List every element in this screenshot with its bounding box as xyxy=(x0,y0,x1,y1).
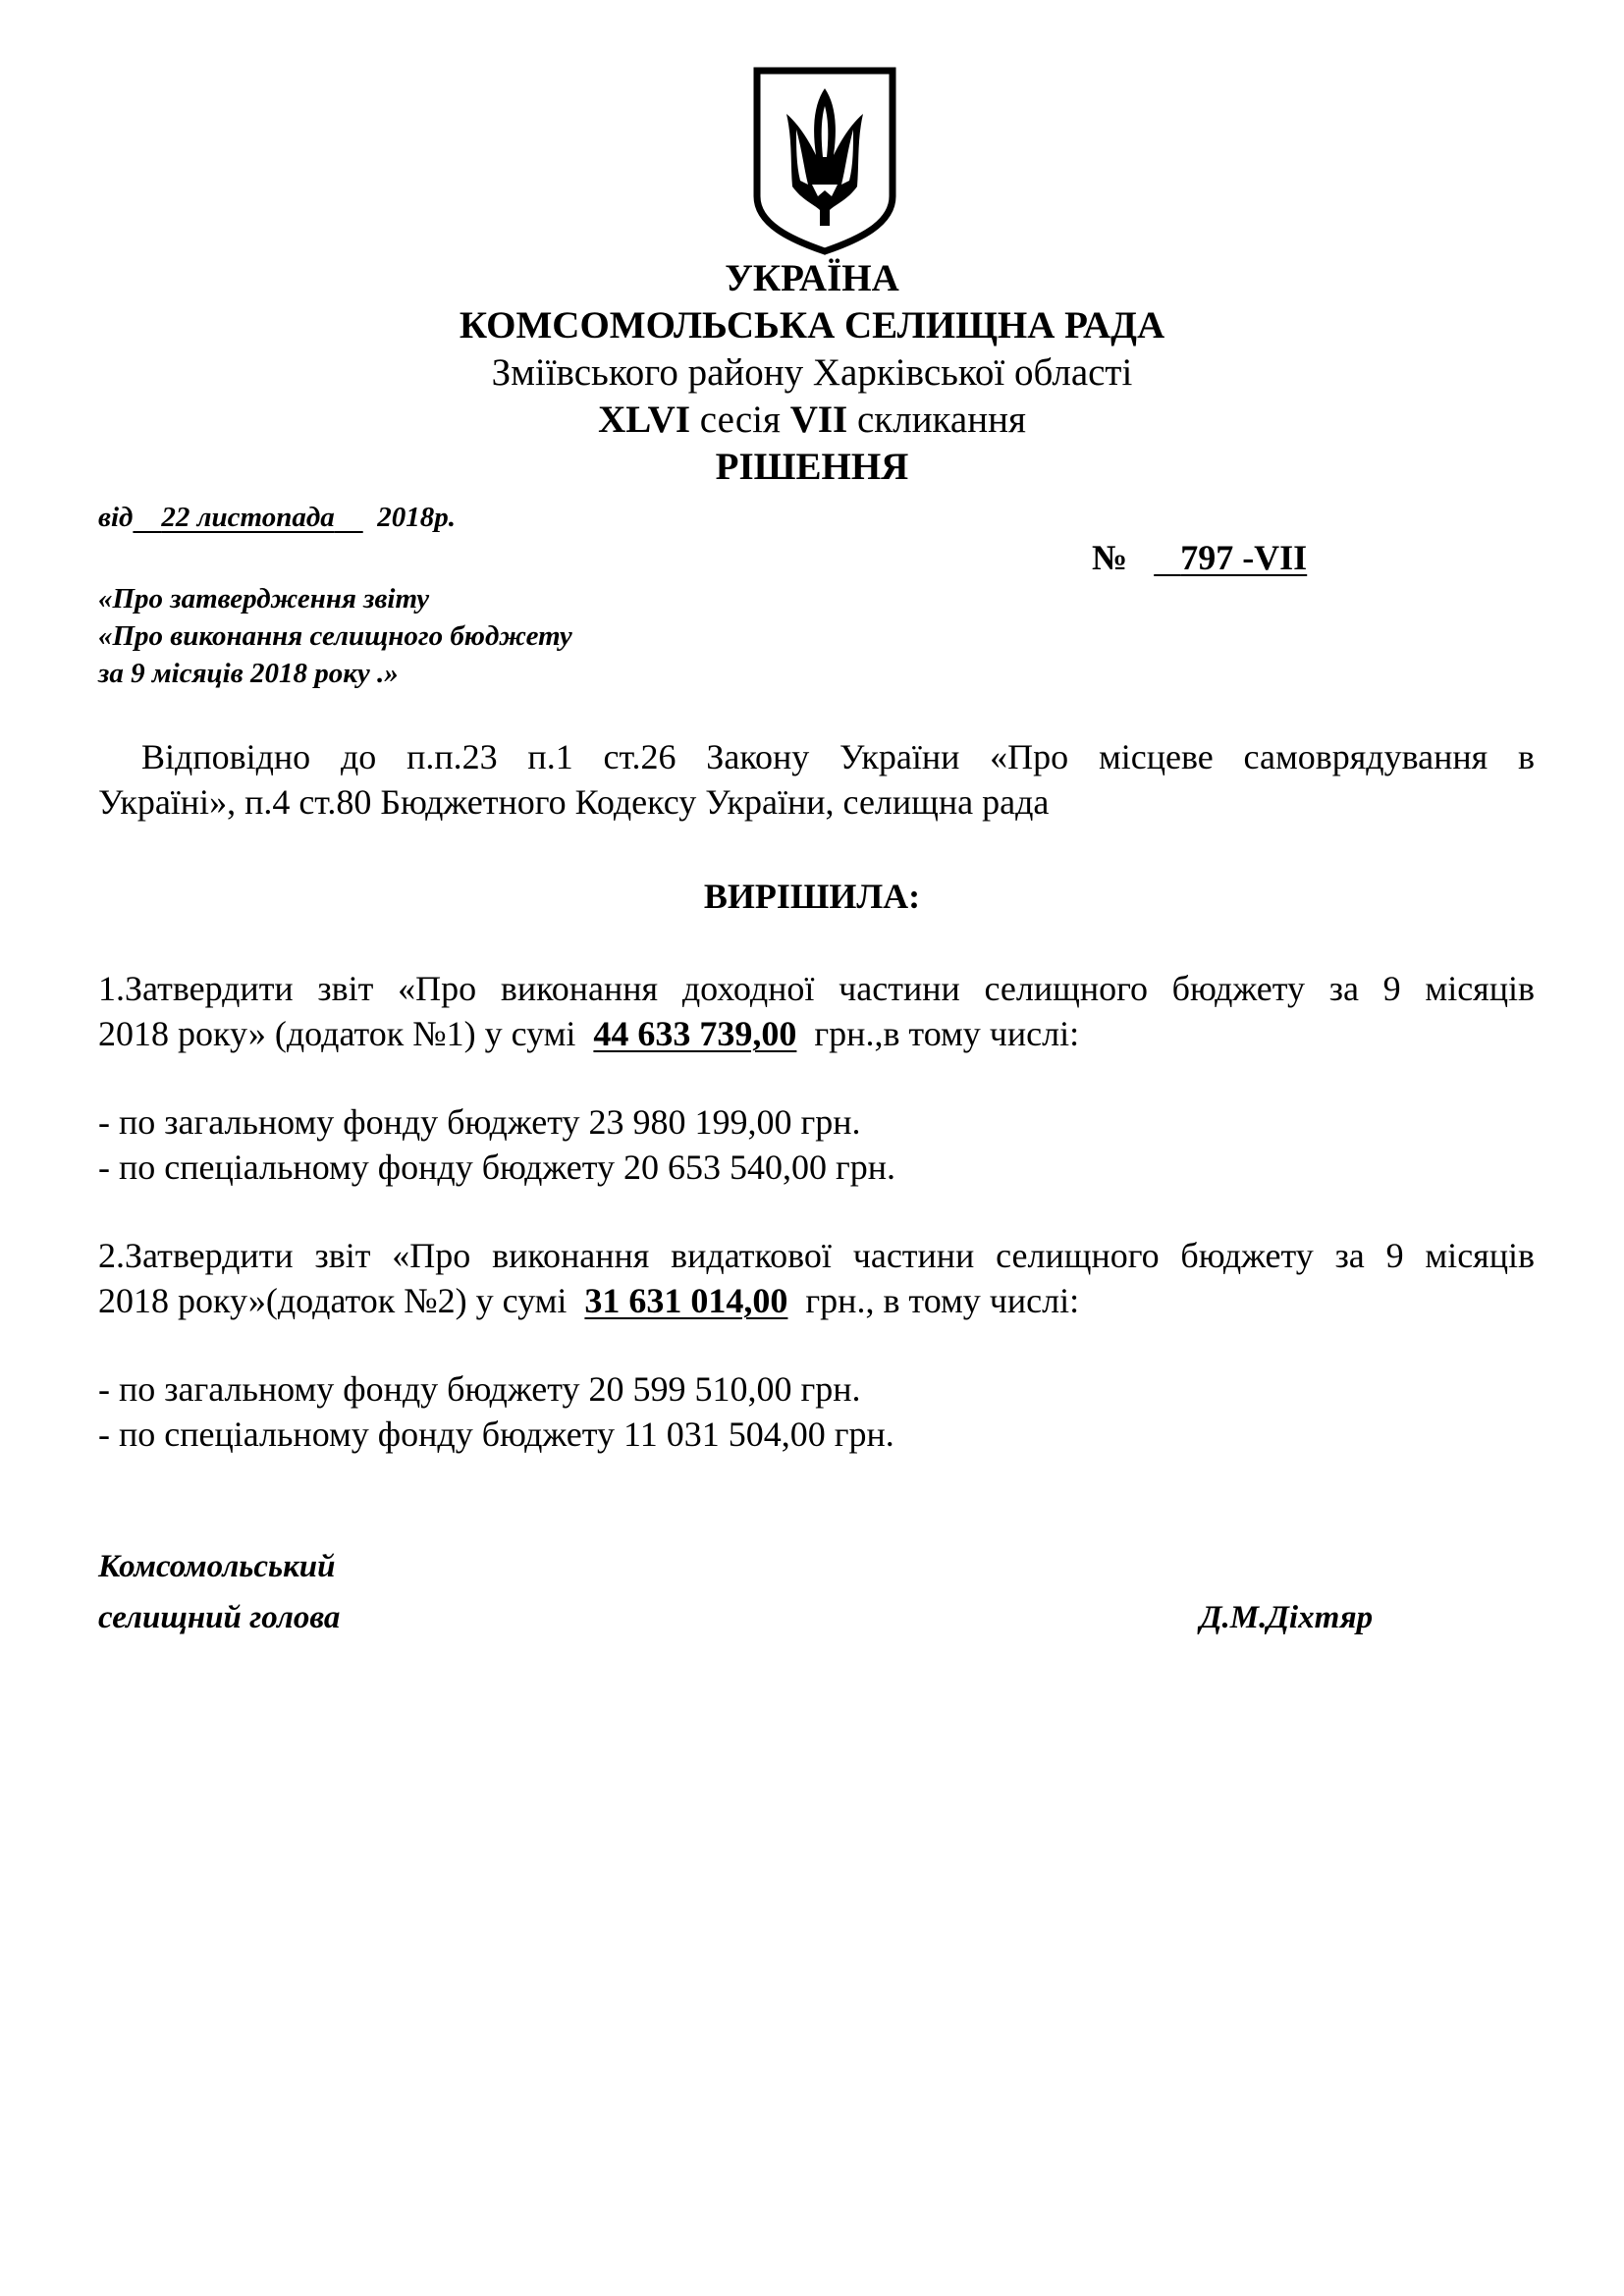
number-sign: № xyxy=(1092,538,1128,577)
date-year: 2018р. xyxy=(377,502,456,533)
convocation-number: VII xyxy=(789,399,848,441)
region-line: Зміївського району Харківської області xyxy=(491,351,1133,394)
subject-line-2: «Про виконання селищного бюджету xyxy=(98,620,572,652)
item1-suffix: грн.,в тому числі: xyxy=(814,1014,1080,1053)
item1-amount: 44 633 739,00 xyxy=(593,1014,797,1053)
subject-line-3: за 9 місяців 2018 року .» xyxy=(98,658,399,689)
decision-date xyxy=(98,499,456,536)
resolved-heading: ВИРІШИЛА: xyxy=(703,877,921,916)
item2-line-2 xyxy=(98,1279,1079,1322)
signatory-name: Д.М.Діхтяр xyxy=(1200,1600,1374,1635)
item1-prefix: 2018 року» (додаток №1) у сумі xyxy=(98,1014,576,1053)
convocation-word: скликання xyxy=(856,399,1026,441)
preamble-line-2: Україні», п.4 ст.80 Бюджетного Кодексу України, селищна рада xyxy=(98,782,1050,822)
item2-amount: 31 631 014,00 xyxy=(584,1281,788,1320)
subject-line-1: «Про затвердження звіту xyxy=(98,583,430,614)
item2-line-1: 2.Затвердити звіт «Про виконання видаткової частини селищного бюджету за 9 місяців xyxy=(98,1236,1535,1275)
item1-line-2 xyxy=(98,1012,1079,1055)
item2-special-fund: - по спеціальному фонду бюджету 11 031 504,00 грн. xyxy=(98,1415,894,1454)
signature-title-line-1: Комсомольський xyxy=(98,1549,336,1584)
council-title: КОМСОМОЛЬСЬКА СЕЛИЩНА РАДА xyxy=(459,304,1165,347)
date-value: 22 листопада xyxy=(161,502,335,533)
preamble-line-1: Відповідно до п.п.23 п.1 ст.26 Закону України «Про місцеве самоврядування в xyxy=(141,737,1535,776)
item1-general-fund: - по загальному фонду бюджету 23 980 199,00 грн. xyxy=(98,1102,861,1142)
session-number: XLVI xyxy=(598,399,691,441)
item1-special-fund: - по спеціальному фонду бюджету 20 653 540,00 грн. xyxy=(98,1148,896,1187)
document-type-title: РІШЕННЯ xyxy=(715,446,909,488)
date-prefix: від xyxy=(98,502,134,533)
item2-prefix: 2018 року»(додаток №2) у сумі xyxy=(98,1281,568,1320)
item2-suffix: грн., в тому числі: xyxy=(805,1281,1080,1320)
number-value: 797 -VII xyxy=(1180,538,1308,577)
coat-of-arms-icon xyxy=(751,67,898,255)
item1-line-1: 1.Затвердити звіт «Про виконання доходної частини селищного бюджету за 9 місяців xyxy=(98,969,1535,1008)
country-title: УКРАЇНА xyxy=(725,257,899,299)
session-word: сесія xyxy=(699,399,781,441)
signature-title-line-2: селищний голова xyxy=(98,1600,341,1635)
decision-number xyxy=(1092,536,1307,579)
session-line xyxy=(0,399,1624,442)
item2-general-fund: - по загальному фонду бюджету 20 599 510,00 грн. xyxy=(98,1369,861,1409)
